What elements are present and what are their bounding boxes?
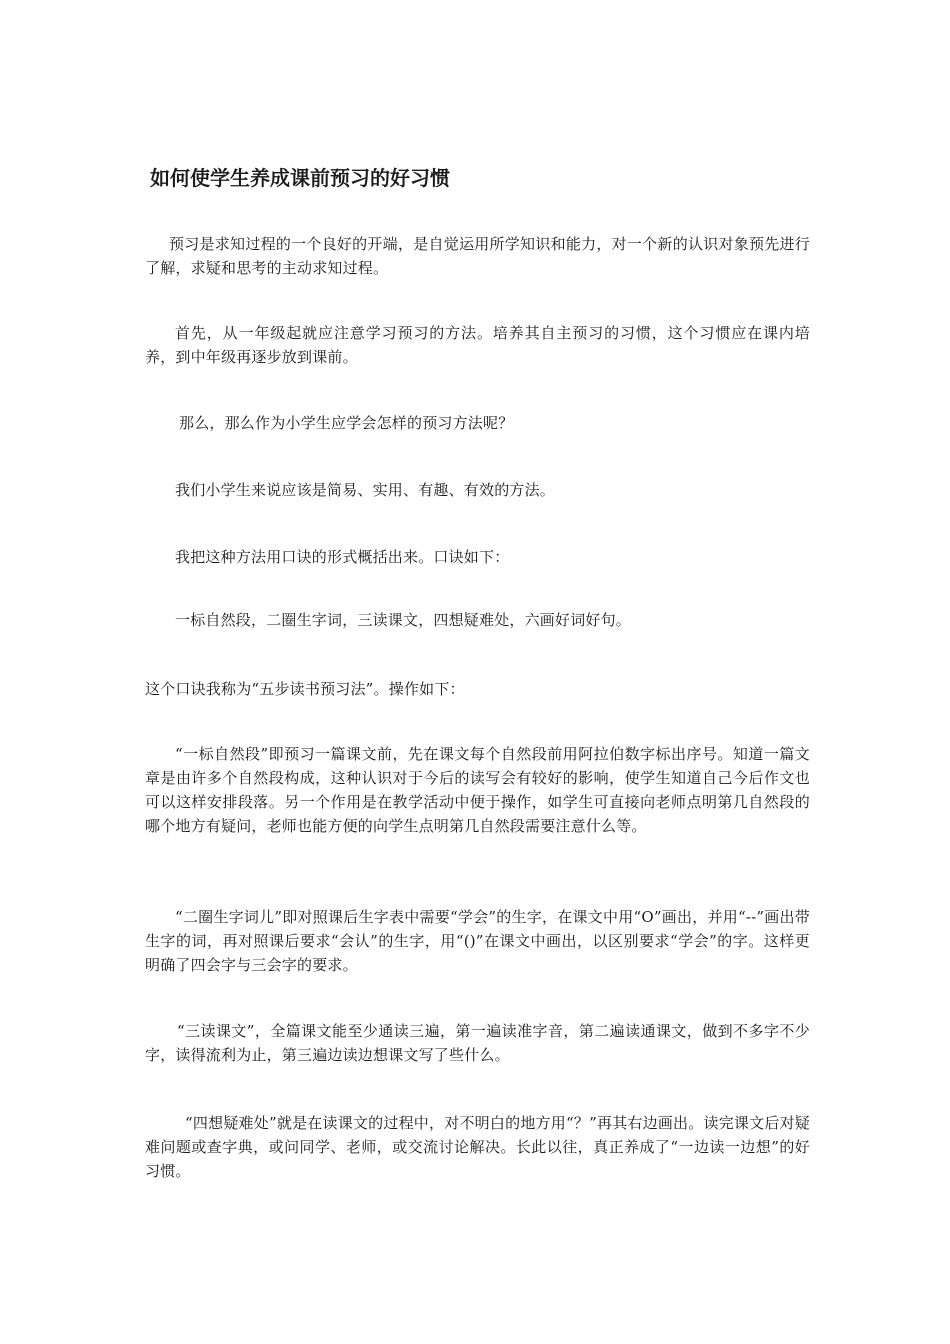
paragraph-9: “二圈生字词儿”即对照课后生字表中需要“学会”的生字，在课文中用“O”画出，并用“--”画出带生字的词，再对照课后要求“会认”的生字，用“()”在课文中画出，以区别要求“学会”的字。这样更明确了四会字与三会字的要求。: [145, 908, 810, 974]
paragraph-5: 我把这种方法用口诀的形式概括出来。口诀如下：: [175, 548, 510, 566]
document-title: 如何使学生养成课前预习的好习惯: [150, 166, 450, 190]
paragraph-7: 这个口诀我称为“五步读书预习法”。操作如下：: [145, 680, 465, 698]
paragraph-3: 那么，那么作为小学生应学会怎样的预习方法呢？: [179, 414, 514, 432]
paragraph-1: 预习是求知过程的一个良好的开端，是自觉运用所学知识和能力，对一个新的认识对象预先进行了解，求疑和思考的主动求知过程。: [145, 235, 810, 277]
paragraph-4: 我们小学生来说应该是简易、实用、有趣、有效的方法。: [175, 481, 556, 499]
paragraph-10: “三读课文”，全篇课文能至少通读三遍，第一遍读准字音，第二遍读通课文，做到不多字不少字，读得流利为止，第三遍边读边想课文写了些什么。: [145, 1022, 810, 1064]
paragraph-11: “四想疑难处”就是在读课文的过程中，对不明白的地方用“？”再其右边画出。读完课文后对疑难问题或查字典，或问同学、老师，或交流讨论解决。长此以往，真正养成了“一边读一边想”的好习惯。: [145, 1114, 810, 1180]
paragraph-2: 首先，从一年级起就应注意学习预习的方法。培养其自主预习的习惯，这个习惯应在课内培养，到中年级再逐步放到课前。: [145, 324, 810, 366]
paragraph-6: 一标自然段，二圈生字词，三读课文，四想疑难处，六画好词好句。: [175, 611, 632, 629]
paragraph-8: “一标自然段”即预习一篇课文前，先在课文每个自然段前用阿拉伯数字标出序号。知道一篇文章是由许多个自然段构成，这种认识对于今后的读写会有较好的影响，使学生知道自己今后作文也可以这样安排段落。另一个作用是在教学活动中便于操作，如学生可直接向老师点明第几自然段的哪个地方有疑问，老师也能方便的向学生点明第几自然段需要注意什么等。: [145, 745, 810, 835]
